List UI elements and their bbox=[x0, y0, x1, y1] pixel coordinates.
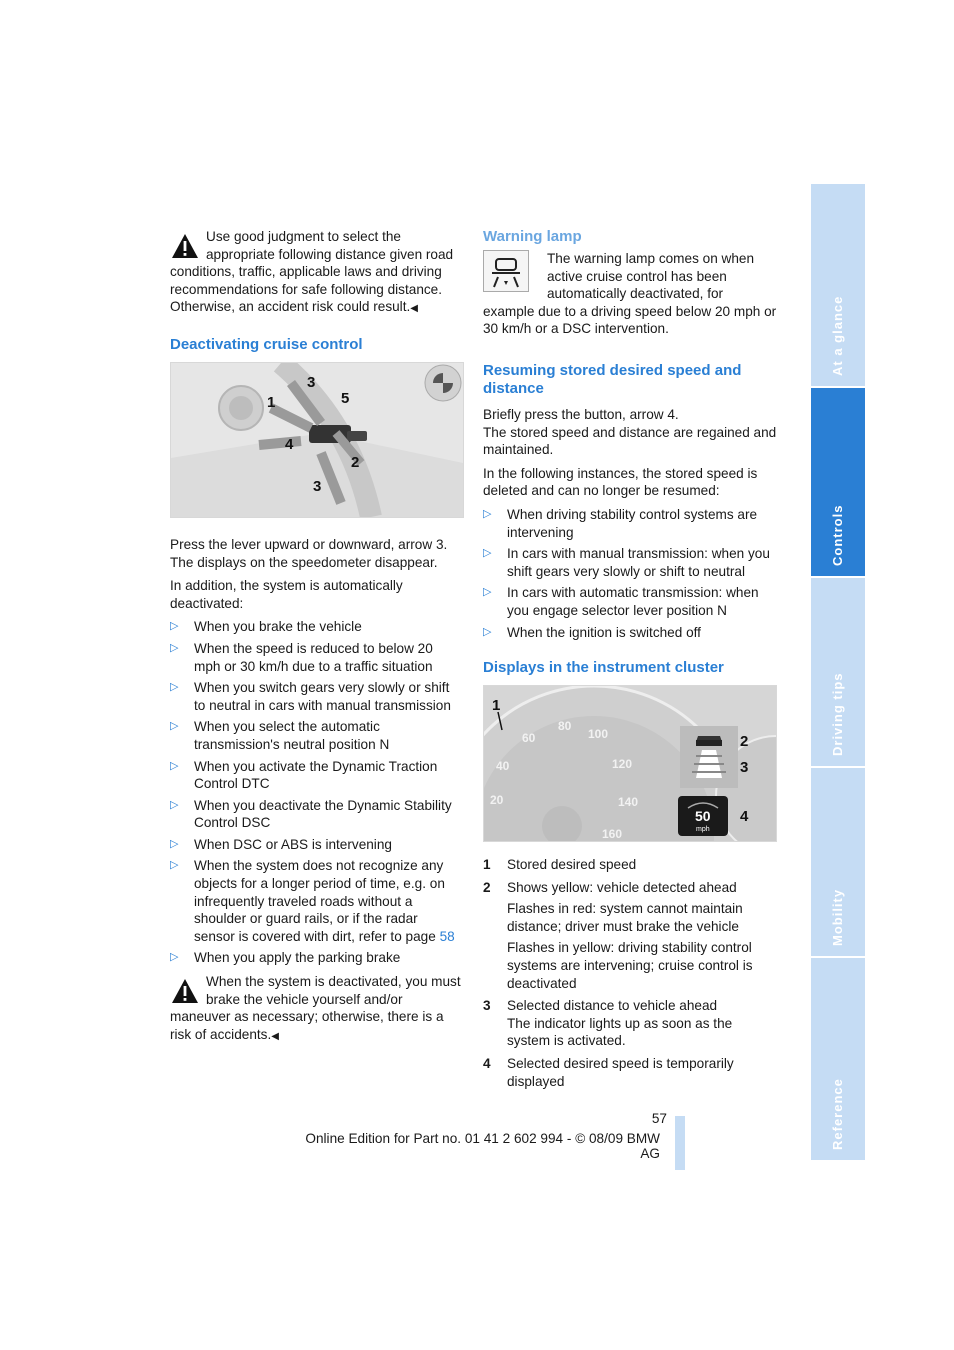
section-tabs bbox=[811, 184, 865, 1162]
tick-label: 60 bbox=[522, 731, 536, 746]
tick-label: 40 bbox=[496, 759, 510, 774]
callout-4: 4 bbox=[740, 808, 749, 826]
warning-notice-2 bbox=[170, 973, 462, 1045]
edition-note: Online Edition for Part no. 01 41 2 602 994 - © 08/09 BMW AG bbox=[305, 1131, 660, 1161]
end-mark-icon: ◀ bbox=[410, 303, 418, 315]
left-column bbox=[170, 228, 462, 1063]
callout-4: 4 bbox=[285, 435, 294, 453]
list-item: ▷ When DSC or ABS is intervening bbox=[170, 836, 392, 852]
list-item: ▷ When you select the automatic transmission's neutral position N bbox=[170, 719, 390, 752]
bullet-triangle-icon: ▷ bbox=[170, 681, 179, 694]
list-item: ▷ When you brake the vehicle bbox=[170, 619, 362, 635]
section-heading-displays: Displays in the instrument cluster bbox=[483, 659, 724, 677]
bullet-triangle-icon: ▷ bbox=[483, 547, 492, 560]
page-58-link[interactable]: 58 bbox=[439, 928, 455, 944]
warning-text-1: Use good judgment to select the appropriate following distance given road conditions, traffic, applicable laws and driving recommendations for safe following distance. Otherwise, an accident risk could result. bbox=[170, 229, 454, 315]
warning-lamp-block bbox=[483, 250, 777, 344]
legend-item-3: 3 Selected distance to vehicle ahead The indicator lights up as soon as the system is activated. bbox=[483, 998, 733, 1049]
resume-list bbox=[483, 506, 777, 641]
warning-notice-1 bbox=[170, 228, 462, 318]
display-legend-list bbox=[483, 856, 777, 1090]
tick-label: 20 bbox=[490, 793, 504, 808]
acc-warning-lamp-icon bbox=[483, 250, 529, 292]
page-marker-bar bbox=[675, 1116, 685, 1170]
bullet-triangle-icon: ▷ bbox=[170, 620, 179, 633]
list-item: ▷ In cars with manual transmission: when you shift gears very slowly or shift to neutral bbox=[483, 546, 770, 579]
callout-3-top: 3 bbox=[307, 373, 316, 391]
tab-mobility[interactable]: Mobility bbox=[811, 768, 865, 956]
bullet-triangle-icon: ▷ bbox=[170, 951, 179, 964]
section-heading-warning-lamp: Warning lamp bbox=[483, 228, 582, 245]
bullet-triangle-icon: ▷ bbox=[483, 586, 492, 599]
list-item: ▷ When the ignition is switched off bbox=[483, 624, 701, 640]
para-lever: Press the lever upward or downward, arrow 3. The displays on the speedometer disappear. bbox=[170, 536, 448, 570]
warning-lamp-text: The warning lamp comes on when active cruise control has been automatically deactivated, for example due to a driving speed below 20 mph or 30 km/h or a DSC intervention. bbox=[483, 251, 777, 337]
instrument-cluster-figure bbox=[483, 685, 777, 842]
section-heading-resuming: Resuming stored desired speed and distance bbox=[483, 361, 742, 397]
bullet-triangle-icon: ▷ bbox=[170, 641, 179, 654]
list-item: ▷ When driving stability control systems are intervening bbox=[483, 506, 758, 540]
end-mark-icon: ◀ bbox=[271, 1030, 279, 1042]
section-heading-deactivating: Deactivating cruise control bbox=[170, 335, 363, 353]
tick-label: 160 bbox=[602, 827, 623, 842]
callout-2: 2 bbox=[351, 453, 360, 471]
callout-5: 5 bbox=[341, 389, 350, 407]
page-number: 57 bbox=[651, 1111, 667, 1126]
bullet-triangle-icon: ▷ bbox=[170, 798, 179, 811]
tick-label: 80 bbox=[558, 719, 572, 734]
legend-item-4: 4 Selected desired speed is temporarily displayed bbox=[483, 1056, 734, 1089]
cluster-speed-unit: mph bbox=[696, 826, 710, 834]
cluster-speed-value: 50 bbox=[695, 808, 711, 825]
resume-para-2: The stored speed and distance are regained and maintained. bbox=[483, 424, 777, 458]
tab-controls[interactable]: Controls bbox=[811, 388, 865, 576]
bullet-triangle-icon: ▷ bbox=[170, 720, 179, 733]
tab-reference[interactable]: Reference bbox=[811, 958, 865, 1160]
tick-label: 120 bbox=[612, 757, 633, 772]
callout-1: 1 bbox=[492, 697, 501, 715]
right-column bbox=[483, 228, 777, 1095]
speedometer-illustration bbox=[484, 686, 776, 841]
list-item: ▷ In cars with automatic transmission: when you engage selector lever position N bbox=[483, 585, 759, 618]
list-item: ▷ When you activate the Dynamic Traction Control DTC bbox=[170, 758, 438, 792]
tab-at-a-glance[interactable]: At a glance bbox=[811, 184, 865, 386]
resume-para-1: Briefly press the button, arrow 4. bbox=[483, 406, 679, 422]
tick-label: 100 bbox=[588, 727, 609, 742]
tab-driving-tips[interactable]: Driving tips bbox=[811, 578, 865, 766]
legend-item-1: 1 Stored desired speed bbox=[483, 857, 637, 873]
warning-text-2: When the system is deactivated, you must brake the vehicle yourself and/or maneuver as necessary; otherwise, there is a risk of accidents. bbox=[170, 974, 461, 1042]
list-item: ▷ When the system does not recognize any objects for a longer period of time, e.g. on infrequently traveled roads without a shoulder or guard rails, or if the radar sensor is covered with dirt, refer to page 58 bbox=[170, 858, 455, 944]
list-item: ▷ When you switch gears very slowly or shift to neutral in cars with manual transmission bbox=[170, 680, 451, 713]
lever-figure bbox=[170, 362, 464, 518]
callout-3-bottom: 3 bbox=[313, 477, 322, 495]
para-auto-deactivated: In addition, the system is automatically deactivated: bbox=[170, 578, 403, 611]
legend-item-2: 2 Shows yellow: vehicle detected ahead Flashes in red: system cannot maintain distance; driver must brake the vehicle Flashes in yellow: driving stability control systems are intervening; cruise control is deactivated bbox=[483, 879, 753, 991]
deactivation-list bbox=[170, 618, 462, 967]
warning-triangle-icon bbox=[170, 232, 200, 260]
callout-3: 3 bbox=[740, 759, 749, 777]
bullet-triangle-icon: ▷ bbox=[170, 837, 179, 850]
bullet-triangle-icon: ▷ bbox=[170, 759, 179, 772]
warning-triangle-icon bbox=[170, 977, 200, 1005]
steering-column-illustration bbox=[171, 363, 463, 517]
callout-2: 2 bbox=[740, 733, 749, 751]
resume-para-3: In the following instances, the stored speed is deleted and can no longer be resumed: bbox=[483, 465, 758, 499]
list-item: ▷ When you deactivate the Dynamic Stability Control DSC bbox=[170, 797, 452, 831]
bullet-triangle-icon: ▷ bbox=[170, 859, 179, 872]
bullet-triangle-icon: ▷ bbox=[483, 625, 492, 638]
list-item: ▷ When the speed is reduced to below 20 mph or 30 km/h due to a traffic situation bbox=[170, 640, 433, 674]
callout-1: 1 bbox=[267, 393, 276, 411]
tick-label: 140 bbox=[618, 795, 639, 810]
list-item: ▷ When you apply the parking brake bbox=[170, 950, 401, 966]
bullet-triangle-icon: ▷ bbox=[483, 507, 492, 520]
